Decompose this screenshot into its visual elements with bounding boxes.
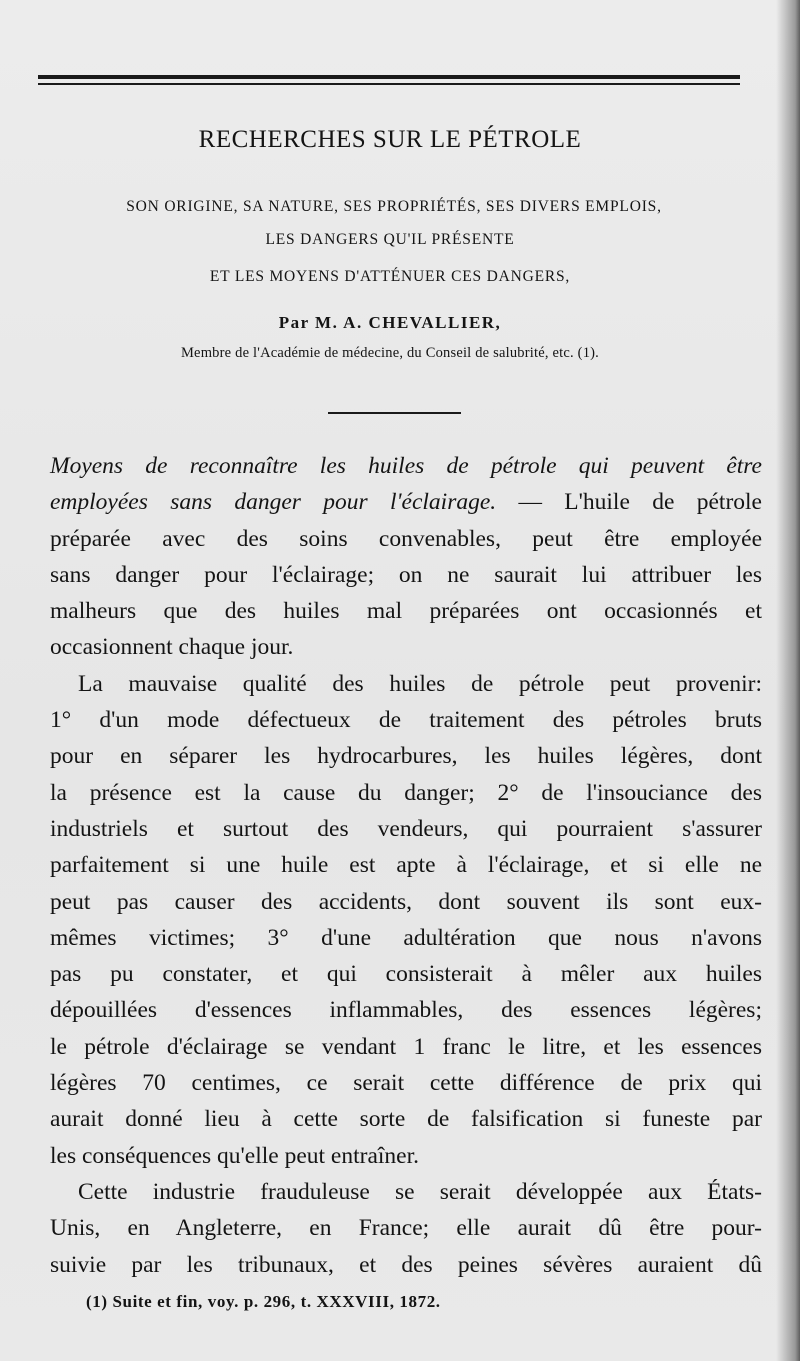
body-line: [50, 666, 762, 702]
body-line: [50, 1101, 762, 1137]
body-line: [50, 992, 762, 1028]
subtitle-line-1: SON ORIGINE, SA NATURE, SES PROPRIÉTÉS, SES DIVERS EMPLOIS,: [126, 198, 662, 215]
body-line-text: malheurs que des huiles mal préparées ont occasionnés et: [50, 598, 762, 625]
body-line-italic: employées sans danger pour l'éclairage.: [50, 489, 497, 516]
body-line-text: préparée avec des soins convenables, peut être employée: [50, 525, 762, 552]
author-line: Par M. A. CHEVALLIER,: [278, 313, 502, 332]
body-line-text: Cette industrie frauduleuse se serait développée aux États-: [78, 1178, 762, 1205]
body-line-text: suivie par les tribunaux, et des peines sévères auraient dû: [50, 1251, 762, 1278]
top-rule-thick: [38, 75, 740, 79]
page-edge-shadow: [776, 0, 800, 1361]
body-line: [50, 1210, 762, 1246]
body-line-text: 1° d'un mode défectueux de traitement des pétroles bruts: [50, 707, 762, 734]
section-separator-rule: [328, 412, 461, 414]
body-line: [50, 448, 762, 484]
body-line: [50, 702, 762, 738]
body-line: [50, 920, 762, 956]
body-line-text: parfaitement si une huile est apte à l'éclairage, et si elle ne: [50, 852, 762, 879]
top-double-rule: [38, 75, 740, 87]
body-line: [50, 884, 762, 920]
body-line-text: industriels et surtout des vendeurs, qui pourraient s'assurer: [50, 815, 762, 842]
body-line-text: aurait donné lieu à cette sorte de falsification si funeste par: [50, 1106, 762, 1133]
body-line-text: pour en séparer les hydrocarbures, les huiles légères, dont: [50, 743, 762, 770]
body-line: [50, 1029, 762, 1065]
body-line-text: la présence est la cause du danger; 2° de l'insouciance des: [50, 779, 762, 806]
body-line: [50, 1138, 762, 1174]
body-line-text: Unis, en Angleterre, en France; elle aurait dû être pour-: [50, 1215, 762, 1242]
body-line: [50, 811, 762, 847]
body-line: [50, 738, 762, 774]
author-affiliation: Membre de l'Académie de médecine, du Conseil de salubrité, etc. (1).: [180, 345, 600, 361]
body-line-text: dépouillées d'essences inflammables, des essences légères;: [50, 997, 762, 1024]
body-line-italic: Moyens de reconnaître les huiles de pétrole qui peuvent être: [50, 453, 762, 479]
body-line: [50, 1174, 762, 1210]
body-line-text: mêmes victimes; 3° d'une adultération que nous n'avons: [50, 924, 762, 951]
body-line-text: légères 70 centimes, ce serait cette différence de prix qui: [50, 1070, 762, 1097]
body-line: [50, 484, 762, 520]
body-line-text: occasionnent chaque jour.: [50, 634, 294, 661]
body-line: [50, 629, 762, 665]
subtitle-line-2: LES DANGERS QU'IL PRÉSENTE: [265, 231, 515, 248]
body-line-text: — L'huile de pétrole: [496, 489, 762, 516]
body-line-text: La mauvaise qualité des huiles de pétrole peut provenir:: [78, 670, 762, 697]
body-line-text: les conséquences qu'elle peut entraîner.: [50, 1142, 419, 1169]
body-line: [50, 847, 762, 883]
body-line-text: peut pas causer des accidents, dont souvent ils sont eux-: [50, 888, 762, 915]
top-rule-thin: [38, 83, 740, 85]
body-line: [50, 557, 762, 593]
body-line: [50, 775, 762, 811]
body-line-text: sans danger pour l'éclairage; on ne saurait lui attribuer les: [50, 561, 762, 588]
body-line: [50, 521, 762, 557]
subtitle-line-3: ET LES MOYENS D'ATTÉNUER CES DANGERS,: [209, 268, 571, 285]
footnote: (1) Suite et fin, voy. p. 296, t. XXXVIII, 1872.: [86, 1292, 441, 1311]
body-line-text: pas pu constater, et qui consisterait à mêler aux huiles: [50, 961, 762, 988]
article-title: RECHERCHES SUR LE PÉTROLE: [198, 126, 582, 153]
body-line: [50, 1247, 762, 1283]
body-line: [50, 956, 762, 992]
article-body: [50, 448, 762, 1283]
body-line-text: le pétrole d'éclairage se vendant 1 franc le litre, et les essences: [50, 1033, 762, 1060]
body-line: [50, 593, 762, 629]
body-line: [50, 1065, 762, 1101]
